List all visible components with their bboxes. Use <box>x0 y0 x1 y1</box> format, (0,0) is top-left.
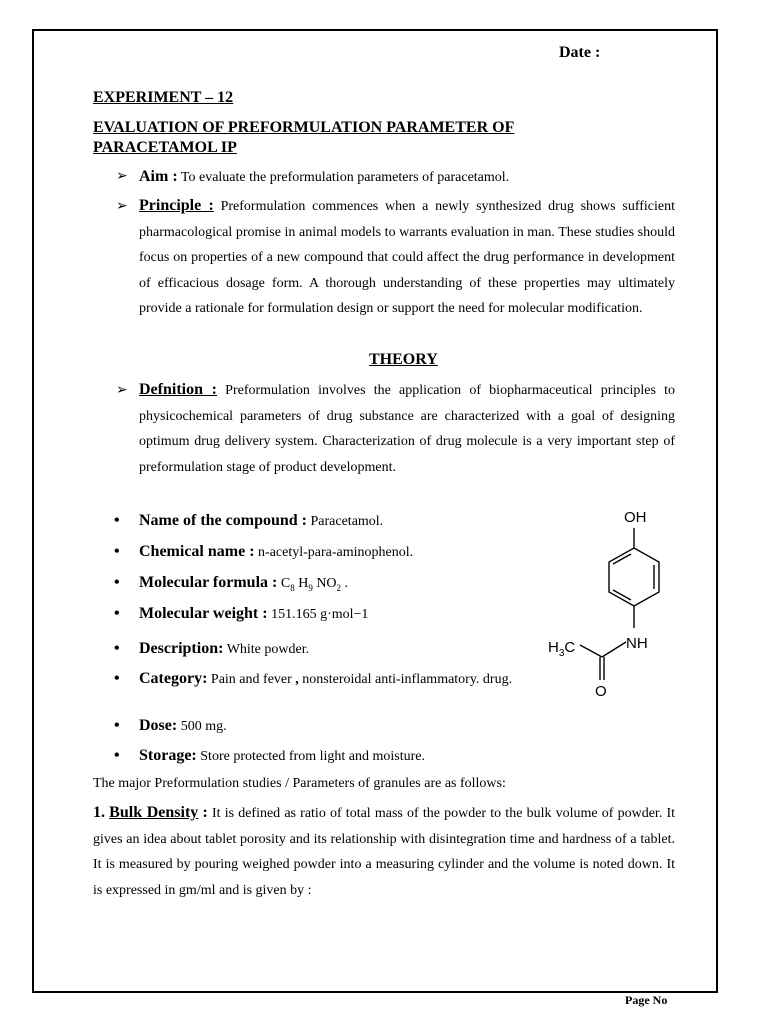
paracetamol-structure <box>540 500 680 710</box>
formula-no: NO <box>316 576 337 591</box>
bullet-dot-icon: • <box>114 747 120 764</box>
chemical-name-value: n-acetyl-para-aminophenol. <box>258 545 414 560</box>
bullet-dot-icon: • <box>114 543 120 560</box>
formula-c: C <box>280 576 291 591</box>
bullet-dot-icon: • <box>114 605 120 622</box>
compound-name-label: Name of the compound : <box>139 512 307 529</box>
compound-name-value: Paracetamol. <box>310 514 384 529</box>
arrow-bullet-icon: ➢ <box>116 383 128 398</box>
description-label: Description: <box>139 640 224 657</box>
theory-heading: THEORY <box>369 351 438 368</box>
category-value-a: Pain and fever <box>210 672 292 687</box>
formula-h-count: 9 <box>308 582 313 593</box>
formula-h: H <box>298 576 309 591</box>
major-studies-text: The major Preformulation studies / Parameters of granules are as follows: <box>93 776 506 791</box>
compound-name-item <box>139 512 383 530</box>
definition-text: Preformulation involves the application of biopharmaceutical principles to physicochemical parameters of drug substance are characterized with a goal of designing optimum drug delivery system. Characterization of drug molecule is a very important step of preformulation stage of product development. <box>139 383 676 475</box>
aim-text: To evaluate the preformulation parameters of paracetamol. <box>180 170 510 185</box>
benzene-ring <box>580 528 659 680</box>
dose-item <box>139 717 227 735</box>
arrow-bullet-icon: ➢ <box>116 169 128 184</box>
molecular-formula-item <box>139 574 348 593</box>
definition-label: Defnition : <box>139 381 217 398</box>
bullet-dot-icon: • <box>114 717 120 734</box>
category-separator: , <box>295 672 299 687</box>
molecular-formula-label: Molecular formula : <box>139 574 278 591</box>
h3c-label: $H_3C$ <box>548 639 576 659</box>
molecular-weight-label: Molecular weight : <box>139 605 268 622</box>
date-label: Date : <box>559 44 601 61</box>
chemical-name-item <box>139 543 413 561</box>
principle-label: Principle : <box>139 197 214 214</box>
arrow-bullet-icon: ➢ <box>116 199 128 214</box>
dose-label: Dose: <box>139 717 178 734</box>
page-number-label: Page No <box>625 993 668 1007</box>
storage-value: Store protected from light and moisture. <box>200 749 425 764</box>
bullet-dot-icon: • <box>114 670 120 687</box>
experiment-number: EXPERIMENT – 12 <box>93 89 234 106</box>
category-value-b: nonsteroidal anti-inflammatory. drug. <box>302 672 513 687</box>
bullet-dot-icon: • <box>114 574 120 591</box>
chemical-name-label: Chemical name : <box>139 543 255 560</box>
formula-end: . <box>344 576 349 591</box>
formula-c-count: 8 <box>290 582 295 593</box>
bulk-density-number: 1. <box>93 804 105 821</box>
experiment-title: EVALUATION OF PREFORMULATION PARAMETER OF PARACETAMOL IP <box>93 119 515 156</box>
oh-label: OH <box>624 509 647 526</box>
aim-label: Aim : <box>139 168 178 185</box>
storage-label: Storage: <box>139 747 197 764</box>
carbonyl-o-label: O <box>595 683 607 700</box>
principle-section <box>139 193 675 322</box>
formula-o-count: 2 <box>336 582 342 593</box>
bulk-density-label: Bulk Density <box>109 804 199 821</box>
bullet-dot-icon: • <box>114 512 120 529</box>
category-item <box>139 670 539 688</box>
molecular-weight-item <box>139 605 368 623</box>
bulk-density-text: It is defined as ratio of total mass of the powder to the bulk volume of powder. It gives an idea about tablet porosity and its relationship with disintegration time and hardness of a tablet. It is measured by pouring weighed powder into a measuring cylinder and the volume is noted down. It is expressed in gm/ml and is given by : <box>93 806 676 898</box>
description-item <box>139 640 309 658</box>
storage-item <box>139 747 425 765</box>
nh-label: NH <box>626 635 648 652</box>
description-value: White powder. <box>226 642 310 657</box>
molecular-weight-value: 151.165 g·mol−1 <box>271 607 369 622</box>
bulk-density-colon: : <box>202 804 208 821</box>
bulk-density-section <box>93 800 675 903</box>
category-label: Category: <box>139 670 208 687</box>
aim-section <box>139 164 675 191</box>
dose-value: 500 mg. <box>180 719 227 734</box>
bullet-dot-icon: • <box>114 640 120 657</box>
definition-section <box>139 377 675 480</box>
principle-text: Preformulation commences when a newly synthesized drug shows sufficient pharmacological promise in animal models to warrants evaluation in man. These studies should focus on properties of a new compound that could affect the drug performance in development of efficacious dosage form. A thorough understanding of these properties may ultimately provide a rationale for formulation design or support the need for molecular modification. <box>139 199 676 316</box>
